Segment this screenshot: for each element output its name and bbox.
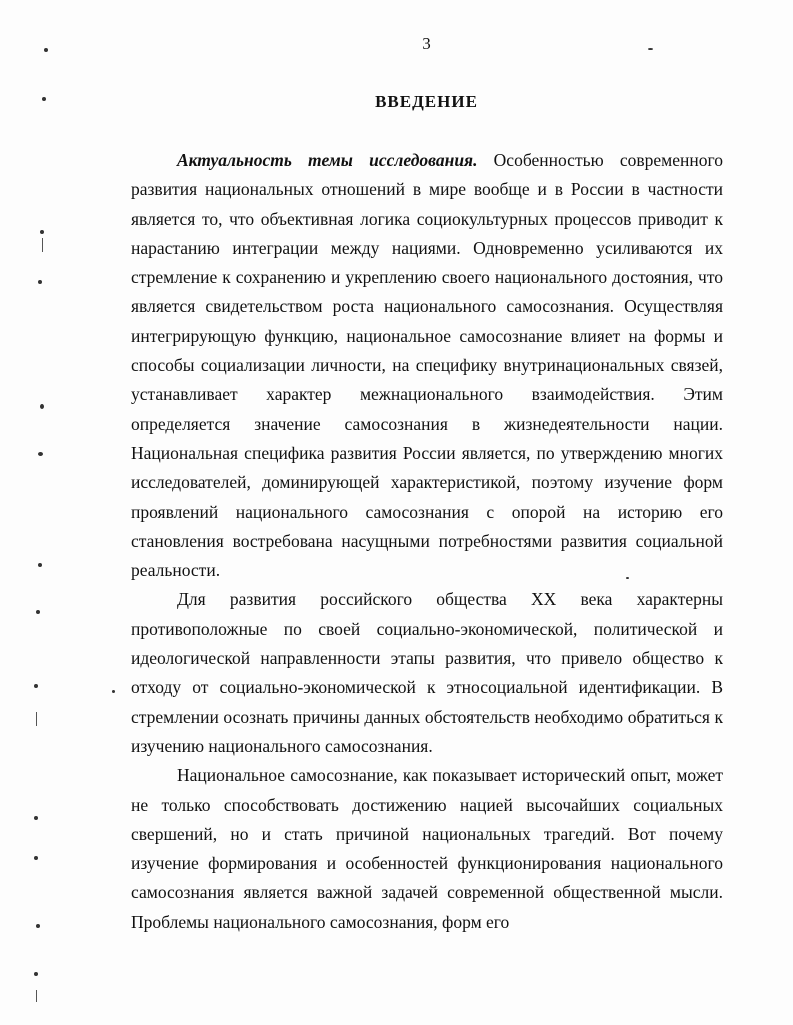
paragraph-lead: Актуальность темы исследования. [177, 150, 478, 170]
paragraph-1 [131, 146, 723, 585]
body-text [131, 146, 723, 937]
paragraph-text: Особенностью современного развития национальных отношений в мире вообще и в России в частности является то, что объективная логика социокультурных процессов приводит к нарастанию интеграции между нациями. Одновременно усиливаются их стремление к сохранению и укреплению своего национального достояния, что является свидетельством роста национального самосознания. Осуществляя интегрирующую функцию, национальное самосознание влияет на формы и способы социализации личности, на специфику внутринациональных связей, устанавливает характер межнационального взаимодействия. Этим определяется значение самосознания в жизнедеятельности нации. Национальная специфика развития России является, по утверждению многих исследователей, доминирующей характеристикой, поэтому изучение форм проявлений национального самосознания с опорой на историю его становления востребована насущными потребностями развития социальной реальности. [131, 150, 723, 581]
paragraph-3 [131, 761, 723, 937]
section-heading: ВВЕДЕНИЕ [375, 92, 478, 111]
scan-speck [44, 48, 48, 52]
scan-speck [34, 856, 38, 860]
page-number: 3 [422, 34, 431, 53]
scan-speck [36, 610, 40, 614]
scan-speck [38, 280, 42, 284]
scan-speck [34, 816, 38, 820]
scan-speck [34, 684, 38, 688]
scan-speck [626, 577, 629, 579]
scan-speck [36, 712, 37, 726]
scan-speck [648, 48, 653, 50]
scan-speck [42, 238, 43, 252]
scan-speck [36, 924, 40, 928]
scan-speck [38, 563, 42, 567]
scan-speck [40, 404, 44, 409]
scan-speck [112, 690, 115, 693]
scan-speck [34, 972, 38, 976]
scan-speck [36, 990, 37, 1002]
paragraph-2 [131, 585, 723, 761]
scan-speck [38, 452, 43, 456]
paragraph-text: Для развития российского общества XX века характерны противоположные по своей социально-экономической, политической и идеологической направленности этапы развития, что привело общество к отходу от социально-экономической к этносоциальной идентификации. В стремлении осознать причины данных обстоятельств необходимо обратиться к изучению национального самосознания. [131, 589, 723, 756]
paragraph-text: Национальное самосознание, как показывает исторический опыт, может не только способствовать достижению нацией высочайших социальных свершений, но и стать причиной национальных трагедий. Вот почему изучение формирования и особенностей функционирования национального самосознания является важной задачей современной общественной мысли. Проблемы национального самосознания, форм его [131, 765, 723, 932]
scan-speck [40, 230, 44, 234]
scan-speck [42, 97, 46, 101]
